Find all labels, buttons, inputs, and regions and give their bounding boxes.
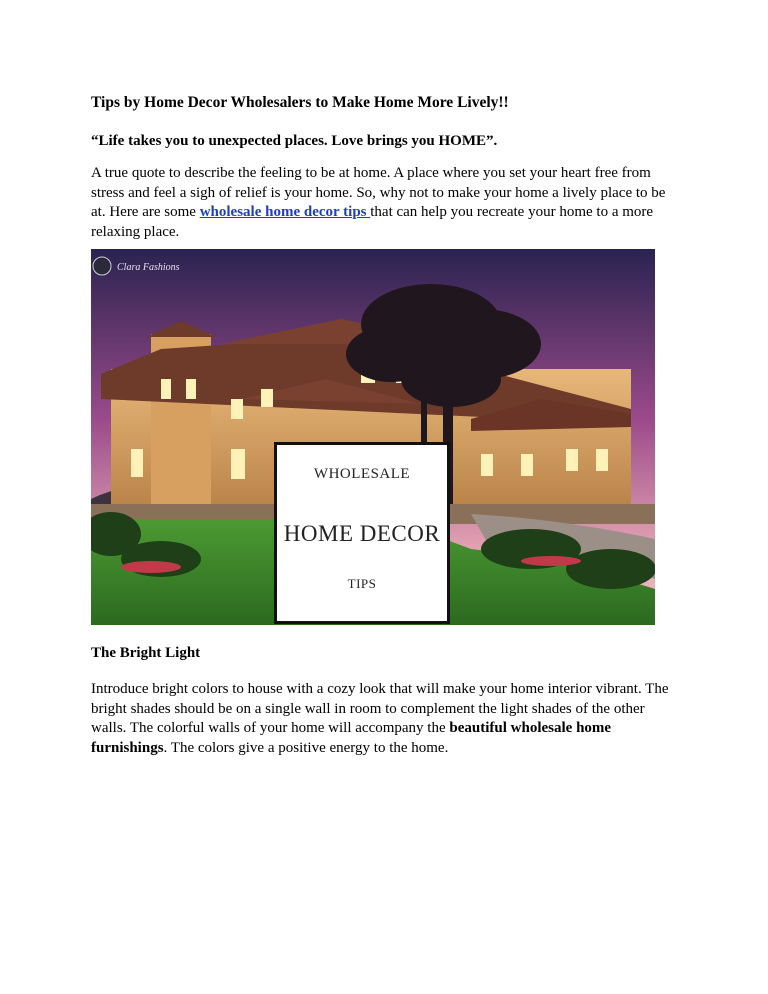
overlay-line-home-decor: HOME DECOR <box>283 521 441 546</box>
intro-paragraph <box>91 164 681 242</box>
section-paragraph <box>91 680 681 758</box>
logo-icon <box>93 257 111 275</box>
section-heading: The Bright Light <box>91 645 201 661</box>
section-text-start: Introduce bright colors to house with a cozy look that will make your home interior vibrant. The bright shades should be on a single wall in room to complement the light shades of the other walls. The colorful walls of your home will accompany the <box>91 681 669 736</box>
logo-text: Clara Fashions <box>117 262 180 273</box>
overlay-line-tips: TIPS <box>347 576 377 591</box>
overlay-card <box>274 442 450 624</box>
section-text-end: . The colors give a positive energy to the home. <box>163 739 449 756</box>
section-bold-phrase: beautiful wholesale home furnishings <box>91 720 612 756</box>
page-title: Tips by Home Decor Wholesalers to Make Home More Lively!! <box>91 94 509 111</box>
overlay-line-wholesale: WHOLESALE <box>313 466 411 482</box>
intro-text-start: A true quote to describe the feeling to be at home. A place where you set your heart free from stress and feel a sigh of relief is your home. So, why not to make your home a lively place to be at. Here are some <box>91 165 666 220</box>
intro-text-end: that can help you recreate your home to a more relaxing place. <box>91 204 654 240</box>
wholesale-tips-link[interactable]: wholesale home decor tips <box>199 204 371 220</box>
hero-image <box>91 249 655 625</box>
quote: “Life takes you to unexpected places. Love brings you HOME”. <box>91 133 498 149</box>
